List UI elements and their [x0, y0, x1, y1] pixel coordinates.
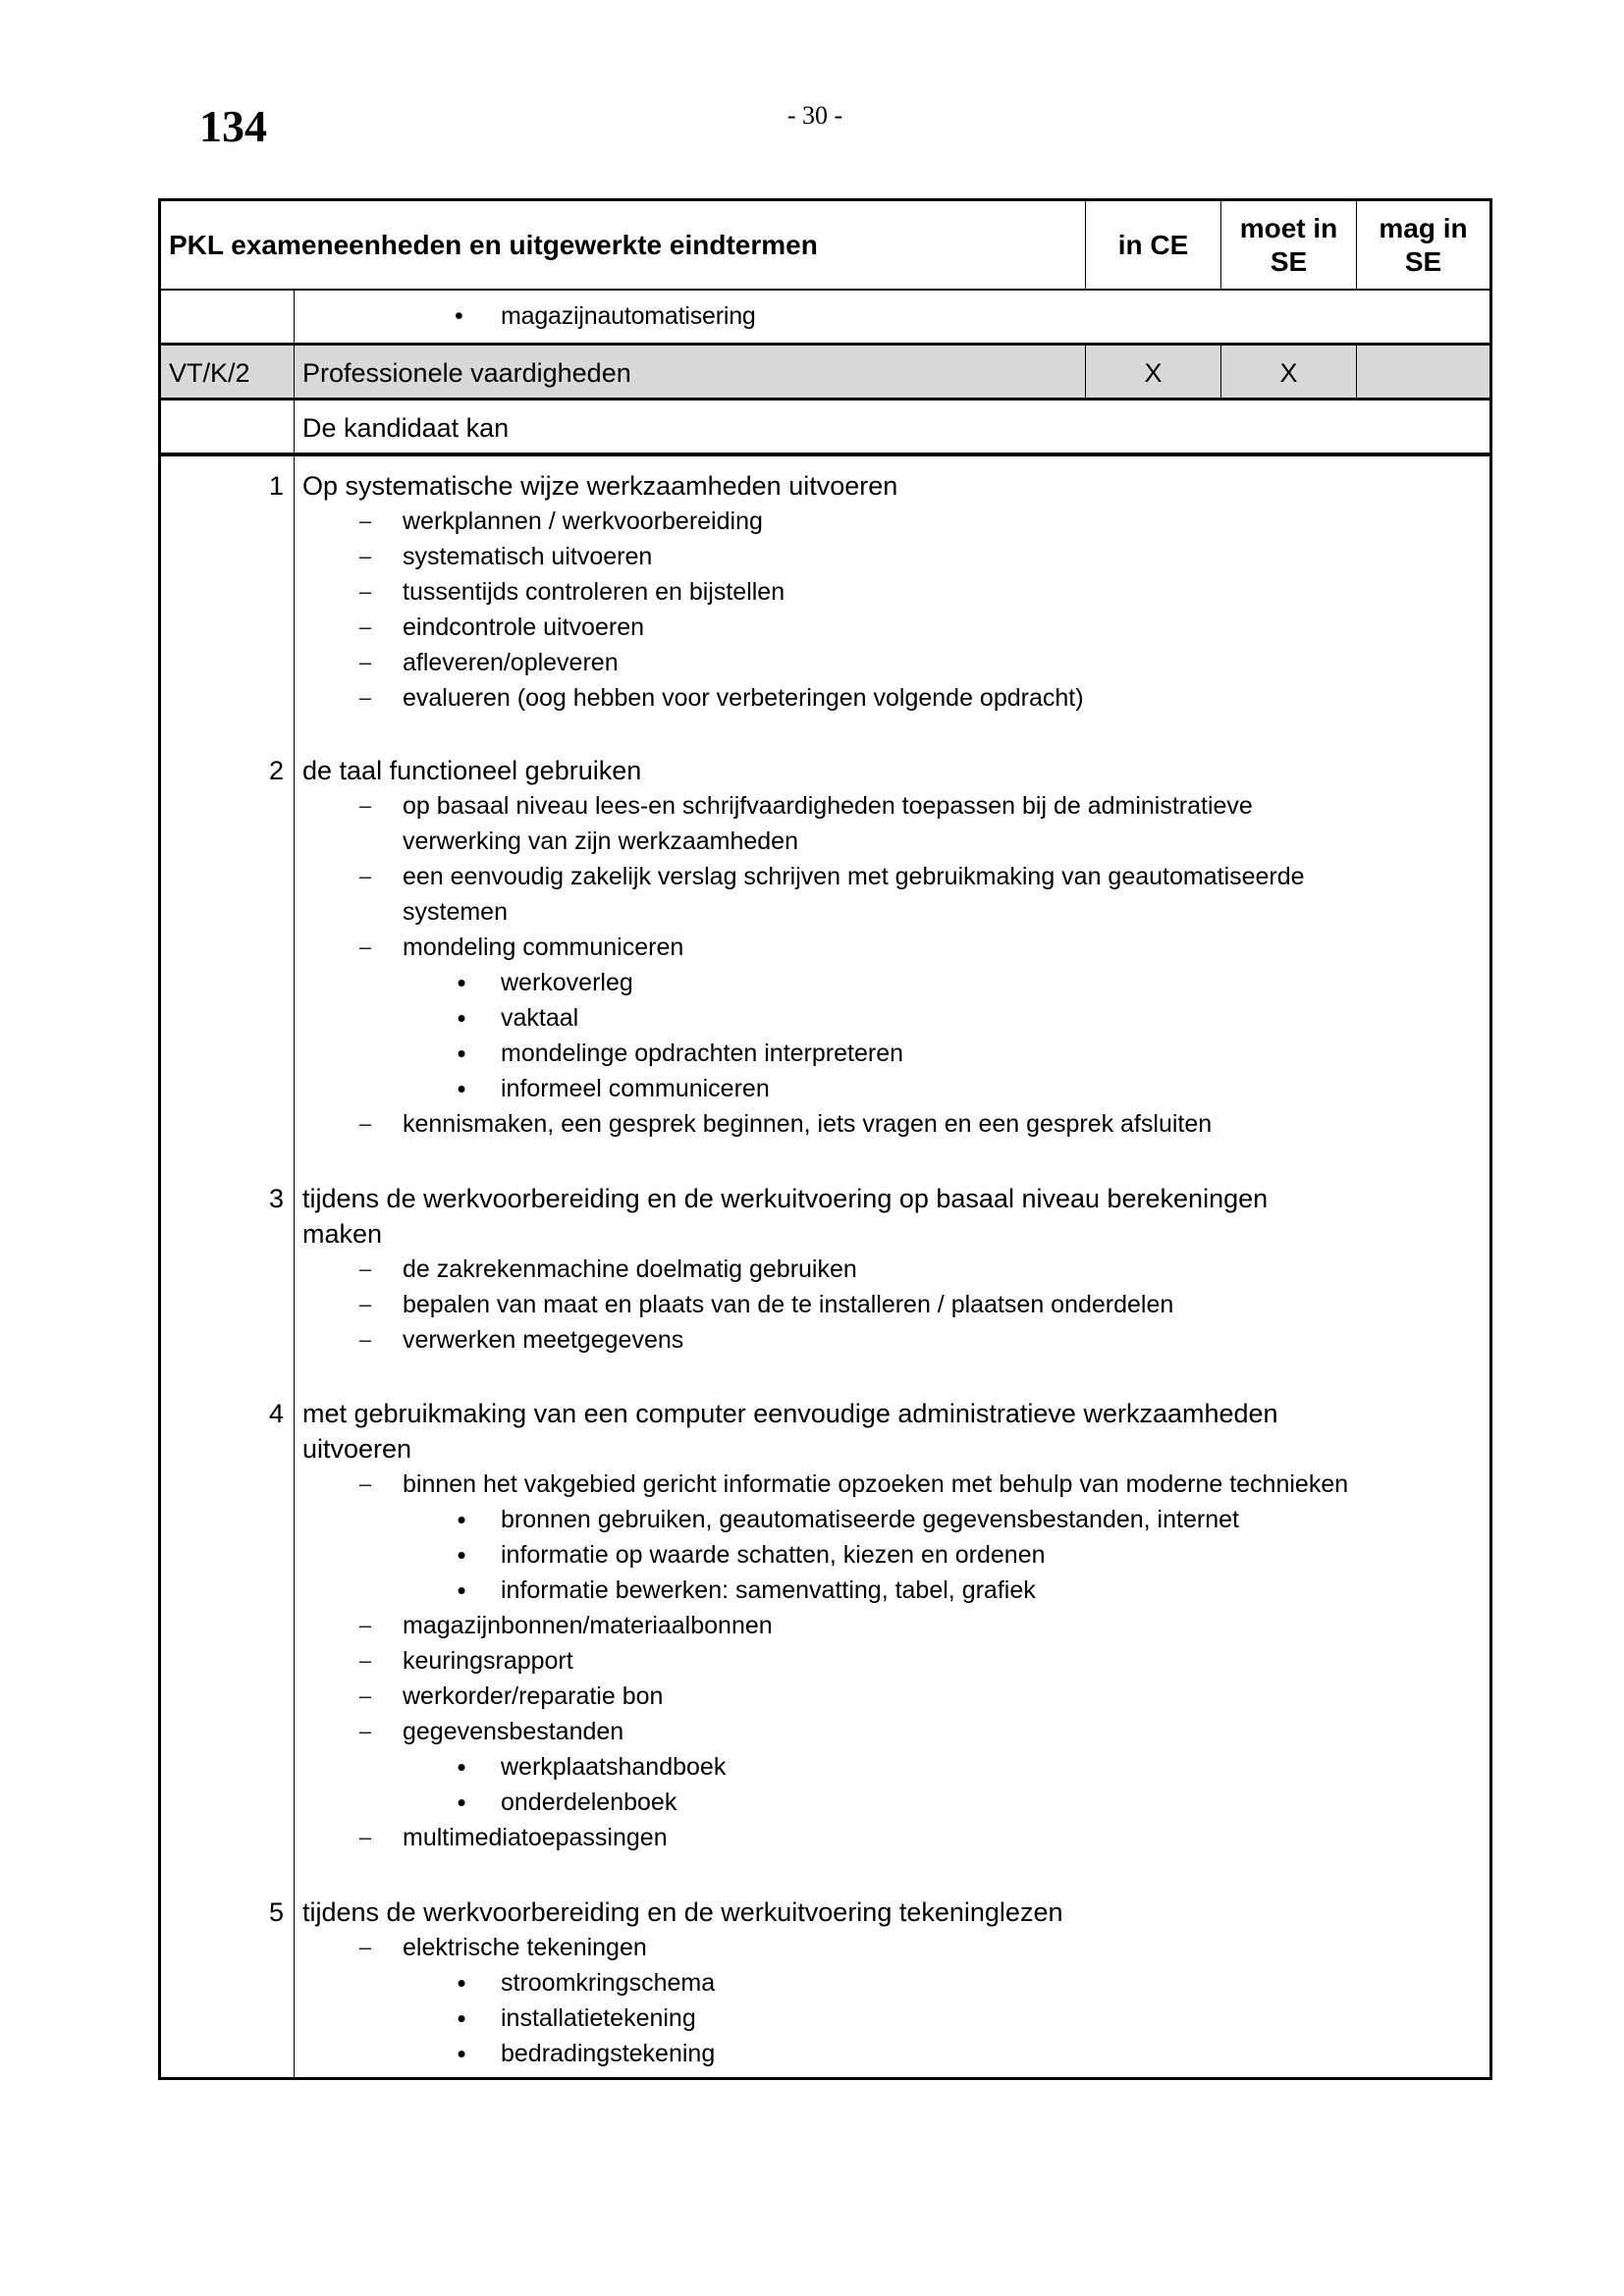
- unit-code-cell: [161, 346, 295, 398]
- dash-icon: –: [358, 614, 372, 639]
- bullet-icon: •: [457, 1968, 466, 1998]
- unit-in-ce-mark: X: [1144, 358, 1163, 388]
- intro-text: De kandidaat kan: [302, 413, 510, 443]
- unit-code: VT/K/2: [169, 358, 250, 388]
- header-in-ce-cell: [1086, 201, 1221, 289]
- header-mag-in-se-line2: SE: [1404, 245, 1442, 277]
- bullet-icon: •: [457, 2039, 466, 2068]
- dash-icon: –: [358, 864, 372, 888]
- header-mag-in-se-line1: mag in: [1379, 212, 1468, 243]
- item-title: tijdens de werkvoorbereiding en de werkuitvoering tekeninglezen: [302, 1897, 1063, 1927]
- header-title: PKL exameneenheden en uitgewerkte eindtermen: [169, 230, 818, 260]
- carry-over-code-cell: [161, 291, 295, 343]
- dash-icon: –: [358, 544, 372, 568]
- bullet-icon: •: [457, 1039, 466, 1068]
- dash-icon: –: [358, 1111, 372, 1136]
- intro-cell: [295, 400, 1489, 453]
- dash-icon: –: [358, 1471, 372, 1496]
- header-moet-in-se-line1: moet in: [1239, 212, 1338, 243]
- unit-title-cell: [295, 346, 1086, 398]
- dash-icon: –: [358, 793, 372, 818]
- unit-row: [161, 346, 1489, 400]
- unit-in-ce-cell: [1086, 346, 1221, 398]
- header-in-ce: in CE: [1117, 229, 1189, 260]
- dash-icon: –: [358, 934, 372, 959]
- carry-over-content-cell: [295, 291, 1489, 343]
- bullet-icon: •: [457, 1788, 466, 1817]
- carry-over-text: magazijnautomatisering: [501, 302, 756, 330]
- bullet-icon: •: [457, 2003, 466, 2033]
- header-moet-in-se-cell: [1221, 201, 1357, 289]
- dash-icon: –: [358, 508, 372, 533]
- page-number: 134: [199, 101, 267, 151]
- item-number: 4: [268, 1399, 284, 1428]
- bullet-icon: •: [457, 1505, 466, 1534]
- dash-icon: –: [358, 1935, 372, 1959]
- dash-icon: –: [358, 579, 372, 604]
- item-title: de taal functioneel gebruiken: [302, 756, 642, 785]
- items-content-column: 1 Op systematische wijze werkzaamheden uitvoeren – werkplannen / werkvoorbereiding – systematisch uitvoeren – tussentijds controleren en bijstellen – eindcontrole uitvoeren – afleveren/opleveren – evalueren (oog hebben voor verbeteringen volgende opdracht) 2 de taal functioneel gebruiken – op basaal niveau lees-en schrijfvaardigheden toepassen bij de administratieve verwerking van zijn werkzaamheden – een eenvoudig zakelijk verslag schrijven met gebruikmaking van geautomatiseerde systemen – mondeling communiceren • werkoverleg • vaktaal • mondelinge opdrachten interpreteren • informeel communiceren – kennismaken, een gesprek beginnen, iets vragen en een gesprek afsluiten 3 tijdens de werkvoorbereiding en de werkuitvoering op basaal niveau berekeningen maken – de zakrekenmachine doelmatig gebruiken – bepalen van maat en plaats van de te installeren / plaatsen onderdelen – verwerken meetgegevens 4 met gebruikmaking van een computer eenvoudige administratieve werkzaamheden uitvoeren – binnen het vakgebied gericht informatie opzoeken met behulp van moderne technieken • bronnen gebruiken, geautomatiseerde gegevensbestanden, internet • informatie op waarde schatten, kiezen en ordenen • informatie bewerken: samenvatting, tabel, grafiek – magazijnbonnen/materiaalbonnen – keuringsrapport – werkorder/reparatie bon – gegevensbestanden • werkplaatshandboek • onderdelenboek – multimediatoepassingen 5 tijdens de werkvoorbereiding en de werkuitvoering tekeninglezen – elektrische tekeningen • stroomkringschema • installatietekening • bedradingstekening: [295, 456, 1489, 2077]
- dash-icon: –: [358, 1327, 372, 1352]
- item-title: Op systematische wijze werkzaamheden uitvoeren: [302, 471, 898, 501]
- items-row: [161, 456, 1489, 2077]
- dash-icon: –: [358, 1719, 372, 1743]
- item-title-line1: met gebruikmaking van een computer eenvoudige administratieve werkzaamheden: [302, 1399, 1278, 1428]
- page-sub-number: - 30 -: [786, 101, 843, 130]
- items-number-column: [161, 456, 295, 2077]
- dash-icon: –: [358, 1683, 372, 1708]
- item-title-line2: maken: [302, 1219, 383, 1249]
- dash-icon: –: [358, 1256, 372, 1281]
- unit-mag-in-se-cell: [1357, 346, 1489, 398]
- dash-icon: –: [358, 1292, 372, 1316]
- eindtermen-table: [158, 198, 1492, 2080]
- item-number: 1: [268, 471, 284, 501]
- bullet-icon: •: [457, 1575, 466, 1605]
- bullet-icon: •: [457, 1540, 466, 1570]
- header-mag-in-se-cell: [1357, 201, 1489, 289]
- intro-code-cell: [161, 400, 295, 453]
- item-number: 5: [268, 1897, 284, 1927]
- item-title-line1: tijdens de werkvoorbereiding en de werkuitvoering op basaal niveau berekeningen: [302, 1184, 1269, 1213]
- header-title-cell: [161, 201, 1086, 289]
- table-header-row: [161, 201, 1489, 291]
- bullet-icon: •: [457, 1003, 466, 1033]
- item-number: 3: [268, 1184, 284, 1213]
- bullet-icon: •: [457, 1074, 466, 1103]
- unit-moet-in-se-mark: X: [1279, 358, 1298, 388]
- dash-icon: –: [358, 1613, 372, 1637]
- bullet-icon: •: [457, 1752, 466, 1782]
- item-title-line2: uitvoeren: [302, 1434, 412, 1464]
- intro-row: [161, 400, 1489, 456]
- dash-icon: –: [358, 1648, 372, 1673]
- carry-over-row: [161, 291, 1489, 346]
- unit-title: Professionele vaardigheden: [302, 358, 631, 388]
- header-moet-in-se-line2: SE: [1270, 245, 1308, 277]
- dash-icon: –: [358, 1825, 372, 1849]
- item-number: 2: [268, 756, 284, 785]
- unit-moet-in-se-cell: [1221, 346, 1357, 398]
- dash-icon: –: [358, 650, 372, 674]
- bullet-icon: •: [457, 968, 466, 997]
- bullet-icon: •: [455, 302, 463, 330]
- dash-icon: –: [358, 685, 372, 710]
